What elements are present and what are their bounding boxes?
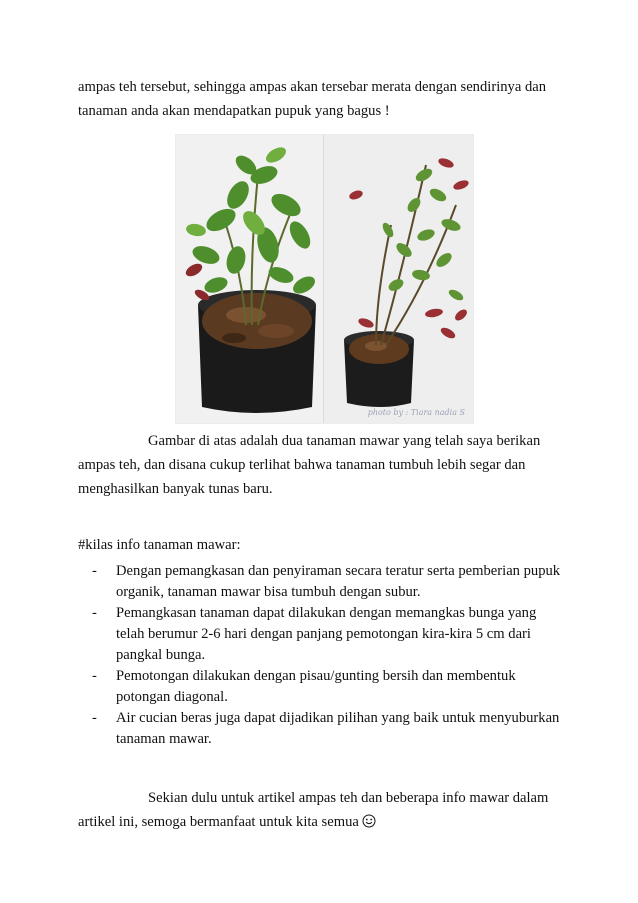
- rose-plants-photo: [175, 134, 474, 424]
- list-item-text: Pemangkasan tanaman dapat dilakukan dengan memangkas bunga yang telah berumur 2-6 hari dengan panjang pemotongan kira-kira 5 cm dari pangkal bunga.: [116, 605, 537, 663]
- list-item: [92, 666, 562, 708]
- bullet-marker: -: [92, 605, 97, 621]
- paragraph-top: ampas teh tersebut, sehingga ampas akan tersebar merata dengan sendirinya dan tanaman anda akan mendapatkan pupuk yang bagus !: [78, 79, 547, 119]
- smiley-icon: [362, 812, 376, 836]
- photo-caption: [78, 429, 562, 501]
- list-item: [92, 708, 562, 750]
- bullet-marker: -: [92, 710, 97, 726]
- photo-illustration: [176, 135, 473, 423]
- info-title: #kilas info tanaman mawar:: [78, 537, 241, 553]
- list-item-text: Dengan pemangkasan dan penyiraman secara teratur serta pemberian pupuk organik, tanaman mawar bisa tumbuh dengan subur.: [116, 563, 561, 600]
- list-item: [92, 561, 562, 603]
- list-item-text: Air cucian beras juga dapat dijadikan pilihan yang baik untuk menyuburkan tanaman mawar.: [116, 710, 560, 747]
- photo-caption-text: Gambar di atas adalah dua tanaman mawar yang telah saya berikan ampas teh, dan disana cukup terlihat bahwa tanaman tumbuh lebih segar dan menghasilkan banyak tunas baru.: [78, 433, 541, 497]
- closing-paragraph: [78, 786, 562, 836]
- list-item-text: Pemotongan dilakukan dengan pisau/gunting bersih dan membentuk potongan diagonal.: [116, 668, 516, 705]
- bullet-marker: -: [92, 563, 97, 579]
- bullet-marker: -: [92, 668, 97, 684]
- photo-watermark: photo by : Tiara nadia S: [367, 408, 465, 417]
- closing-text: Sekian dulu untuk artikel ampas teh dan beberapa info mawar dalam artikel ini, semoga bermanfaat untuk kita semua: [78, 790, 549, 830]
- info-list: [92, 561, 562, 750]
- list-item: [92, 603, 562, 666]
